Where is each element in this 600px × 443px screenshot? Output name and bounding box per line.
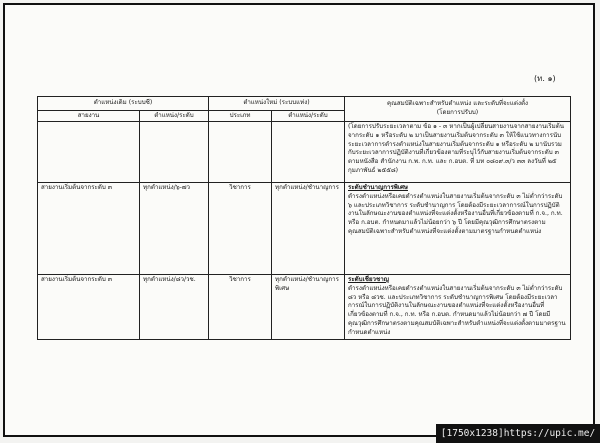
cell-new-position-level: ทุกตำแหน่ง/ชำนาญการ [272, 183, 345, 275]
cell-type [209, 122, 272, 183]
subheader-line: สายงาน [38, 111, 140, 122]
qualification-text: ดำรงตำแหน่งหรือเคยดำรงตำแหน่งในสายงานเริ่มต้นจากระดับ ๓ ไม่ต่ำกว่าระดับ ๘ว หรือ ๘วช. และประเภทวิชาการ ระดับชำนาญการพิเศษ โดยต้องมีระยะเวลาการณ์ในการปฏิบัติงานในลักษณะงานของตำแหน่งที่จะแต่งตั้งหรืองานอื่นที่เกี่ยวข้องตามที่ ก.จ., ก.ท. หรือ ก.อบต. กำหนดมาแล้วไม่น้อยกว่า ๗ ปี โดยมีคุณวุฒิการศึกษาตรงตามคุณสมบัติเฉพาะสำหรับตำแหน่งที่จะแต่งตั้งตามมาตรฐานกำหนดตำแหน่ง [348, 284, 566, 336]
cell-position-level: ทุกตำแหน่ง/๖-๗ว [140, 183, 209, 275]
table-row [38, 275, 571, 340]
cell-qualification [345, 122, 571, 183]
cell-line: สายงานเริ่มต้นจากระดับ ๓ [38, 183, 140, 275]
image-host-watermark: [1750x1238]https://upic.me/ [436, 424, 600, 443]
header-qualification-title: คุณสมบัติเฉพาะสำหรับตำแหน่ง และระดับที่จะแต่งตั้ง [386, 100, 529, 108]
qualification-level-title: ระดับเชี่ยวชาญ [348, 276, 389, 283]
qualification-text: ดำรงตำแหน่งหรือเคยดำรงตำแหน่งในสายงานเริ่มต้นจากระดับ ๓ ไม่ต่ำกว่าระดับ ๖ และประเภทวิชาการ ระดับชำนาญการ โดยต้องมีระยะเวลาการณ์ในการปฏิบัติงานในลักษณะงานของตำแหน่งที่จะแต่งตั้งหรืองานอื่นที่เกี่ยวข้องตามที่ ก.จ., ก.ท. หรือ ก.อบต. กำหนดมาแล้วไม่น้อยกว่า ๖ ปี โดยมีคุณวุฒิการศึกษาตรงตามคุณสมบัติเฉพาะสำหรับตำแหน่งที่จะแต่งตั้งตามมาตรฐานกำหนดตำแหน่ง [348, 192, 563, 235]
cell-qualification [345, 275, 571, 340]
subheader-new-position-level: ตำแหน่ง/ระดับ [272, 111, 345, 122]
page-number: (ท. ๑) [534, 74, 556, 83]
cell-line [38, 122, 140, 183]
qualification-level-title: ระดับชำนาญการพิเศษ [348, 184, 408, 191]
cell-type: วิชาการ [209, 275, 272, 340]
header-qualification-sub: (โดยการปรับบ) [436, 109, 479, 116]
subheader-type: ประเภท [209, 111, 272, 122]
cell-new-position-level [272, 122, 345, 183]
cell-qualification [345, 183, 571, 275]
qualification-text: (โดยการปรับระยะเวลาตาม ข้อ ๑ - ๓ หากเป็นผู้เปลี่ยนสายงานจากสายงานเริ่มต้นจากระดับ ๑ หรือระดับ ๒ มาเป็นสายงานเริ่มต้นจากระดับ ๓ ให้ใช้แนวทางการนับระยะเวลาการดำรงตำแหน่งในสายงานเริ่มต้นจากระดับ ๑ หรือระดับ ๒ มานับรวมกับระยะเวลาการปฏิบัติงานที่เกี่ยวข้องตามที่ระบุไว้กับสายงานเริ่มต้นจากระดับ ๓ ตามหนังสือ สำนักงาน ก.พ. ก.ท. และ ก.อบต. ที่ มท ๐๘๐๙.๓/ว ๓๓ ลงวันที่ ๒๕ กุมภาพันธ์ ๒๕๕๘) [348, 123, 564, 174]
cell-new-position-level: ทุกตำแหน่ง/ชำนาญการพิเศษ [272, 275, 345, 340]
table-row [38, 183, 571, 275]
subheader-position-level: ตำแหน่ง/ระดับ [140, 111, 209, 122]
header-old-position: ตำแหน่งเดิม (ระบบซี) [38, 97, 209, 111]
cell-position-level [140, 122, 209, 183]
cell-line: สายงานเริ่มต้นจากระดับ ๓ [38, 275, 140, 340]
header-new-position: ตำแหน่งใหม่ (ระบบแท่ง) [209, 97, 345, 111]
table-header-row [38, 97, 571, 111]
table-row [38, 122, 571, 183]
header-qualification [345, 97, 571, 122]
cell-position-level: ทุกตำแหน่ง/๘ว/วช. [140, 275, 209, 340]
cell-type: วิชาการ [209, 183, 272, 275]
qualification-table [37, 96, 571, 340]
